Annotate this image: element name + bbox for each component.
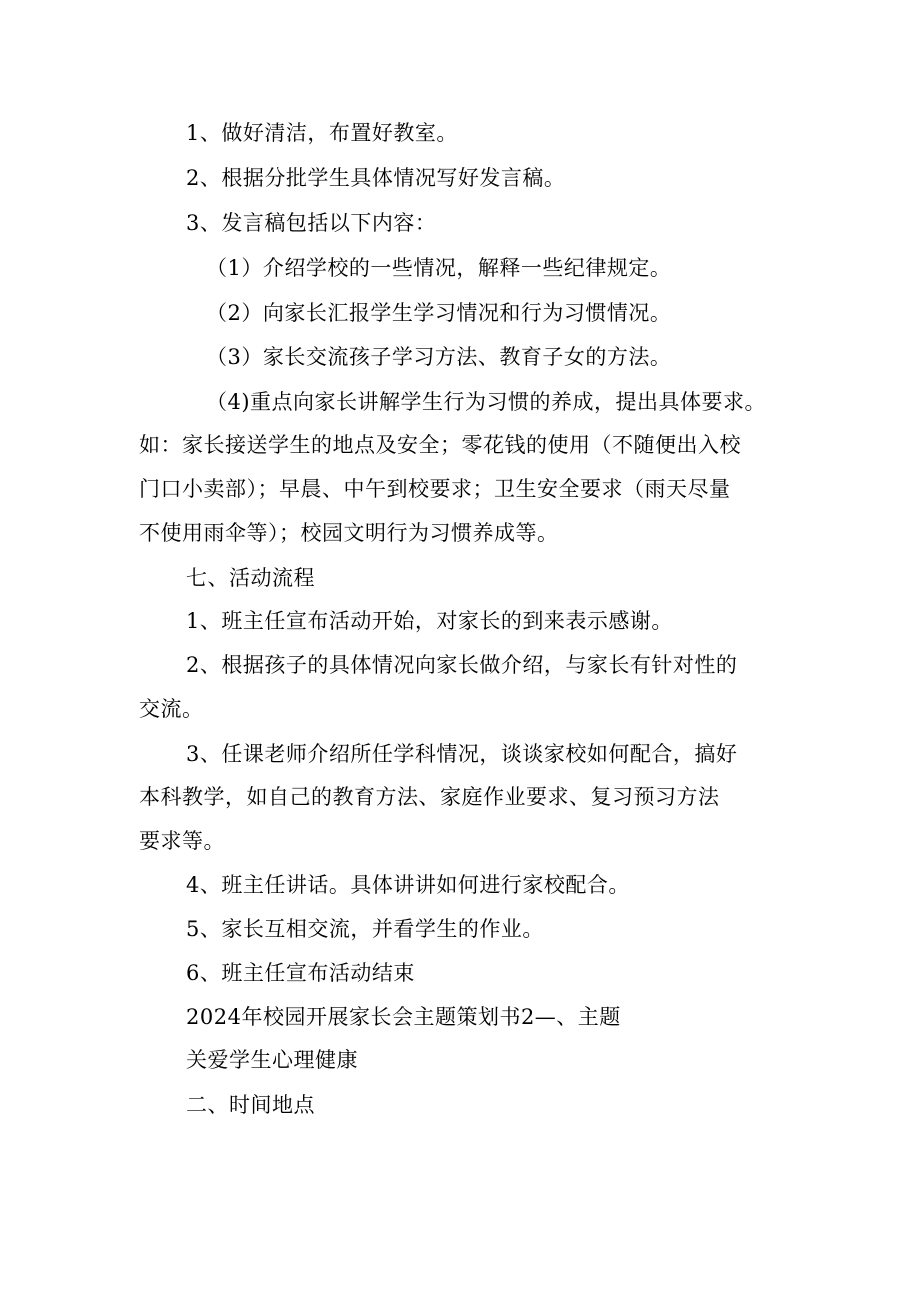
text-line: 不使用雨伞等）；校园文明行为习惯养成等。	[139, 521, 559, 545]
text-line: （2）向家长汇报学生学习情况和行为习惯情况。	[206, 301, 672, 325]
text-line: 5、家长互相交流，并看学生的作业。	[186, 917, 544, 941]
text-line: （4)重点向家长讲解学生行为习惯的养成，提出具体要求。	[206, 390, 767, 414]
text-line: 1、做好清洁，布置好教室。	[186, 121, 458, 145]
section-heading: 二、时间地点	[186, 1093, 315, 1117]
text-line: 交流。	[139, 697, 204, 721]
text-line: 要求等。	[139, 829, 225, 853]
text-line: 如：家长接送学生的地点及安全；零花钱的使用（不随便出入校	[139, 433, 741, 457]
section-heading: 七、活动流程	[186, 566, 315, 590]
text-line: （1）介绍学校的一些情况，解释一些纪律规定。	[206, 256, 672, 280]
text-line: 关爱学生心理健康	[186, 1048, 358, 1072]
document-subtitle: 2024年校园开展家长会主题策划书2—、主题	[186, 1005, 621, 1029]
text-line: 门口小卖部）；早晨、中午到校要求；卫生安全要求（雨天尽量	[139, 477, 731, 501]
text-line: 4、班主任讲话。具体讲讲如何进行家校配合。	[186, 873, 630, 897]
text-line: 6、班主任宣布活动结束	[186, 961, 415, 985]
text-line: 1、班主任宣布活动开始，对家长的到来表示感谢。	[186, 609, 673, 633]
text-line: 3、任课老师介绍所任学科情况，谈谈家校如何配合，搞好	[186, 742, 738, 766]
text-line: 本科教学，如自己的教育方法、家庭作业要求、复习预习方法	[139, 785, 720, 809]
text-line: （3）家长交流孩子学习方法、教育子女的方法。	[206, 345, 672, 369]
text-line: 2、根据孩子的具体情况向家长做介绍，与家长有针对性的	[186, 653, 738, 677]
text-line: 2、根据分批学生具体情况写好发言稿。	[186, 166, 566, 190]
text-line: 3、发言稿包括以下内容：	[186, 211, 437, 235]
